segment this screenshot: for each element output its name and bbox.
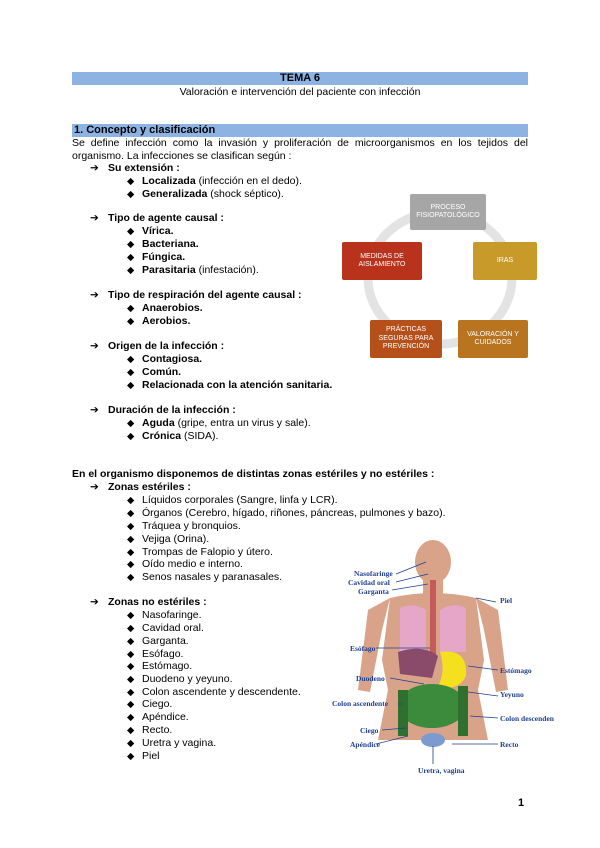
- label-cavidad-oral: Cavidad oral: [348, 578, 390, 587]
- duration-heading: ➔ Duración de la infección :: [90, 404, 236, 416]
- cycle-box-iras: IRAS: [473, 242, 537, 280]
- cycle-box-practicas: PRÁCTICAS SEGURAS PARA PREVENCIÓN: [370, 320, 442, 358]
- diamond-bullet-icon: ◆: [127, 316, 135, 327]
- diamond-bullet-icon: ◆: [127, 418, 135, 429]
- label-ciego: Ciego: [360, 726, 379, 735]
- label-estomago: Estómago: [500, 666, 532, 675]
- diamond-bullet-icon: ◆: [127, 712, 135, 723]
- diamond-bullet-icon: ◆: [127, 623, 135, 634]
- diamond-bullet-icon: ◆: [127, 252, 135, 263]
- extension-heading: ➔ Su extensión :: [90, 162, 180, 174]
- zones-intro: En el organismo disponemos de distintas zonas estériles y no estériles :: [72, 468, 435, 480]
- diamond-bullet-icon: ◆: [127, 534, 135, 545]
- diamond-bullet-icon: ◆: [127, 725, 135, 736]
- diamond-bullet-icon: ◆: [127, 303, 135, 314]
- label-esofago: Esófago: [350, 644, 376, 653]
- diamond-bullet-icon: ◆: [127, 547, 135, 558]
- diamond-bullet-icon: ◆: [127, 687, 135, 698]
- diamond-bullet-icon: ◆: [127, 521, 135, 532]
- list-item: ◆ Aerobios.: [127, 315, 191, 327]
- label-nasofaringe: Nasofaringe: [354, 569, 393, 578]
- list-item: ◆ Órganos (Cerebro, hígado, riñones, páncreas, pulmones y bazo).: [127, 507, 446, 519]
- diamond-bullet-icon: ◆: [127, 189, 135, 200]
- list-item: ◆ Colon ascendente y descendente.: [127, 686, 301, 698]
- list-item: ◆ Senos nasales y paranasales.: [127, 571, 283, 583]
- list-item: ◆ Bacteriana.: [127, 238, 199, 250]
- diamond-bullet-icon: ◆: [127, 367, 135, 378]
- anatomy-diagram: [328, 540, 570, 780]
- origin-heading: ➔ Origen de la infección :: [90, 340, 225, 352]
- label-recto: Recto: [500, 740, 519, 749]
- respiration-heading: ➔ Tipo de respiración del agente causal :: [90, 289, 302, 301]
- arrow-icon: ➔: [90, 212, 99, 224]
- label-uretra-vagina: Uretra, vagina: [418, 766, 465, 775]
- arrow-icon: ➔: [90, 596, 99, 608]
- diamond-bullet-icon: ◆: [127, 508, 135, 519]
- diamond-bullet-icon: ◆: [127, 699, 135, 710]
- label-colon-descendente: Colon descenden: [500, 714, 554, 723]
- diamond-bullet-icon: ◆: [127, 176, 135, 187]
- section-intro: Se define infección como la invasión y proliferación de microorganismos en los tejidos del organismo. La infecciones se clasifican según :: [72, 137, 528, 162]
- diamond-bullet-icon: ◆: [127, 751, 135, 762]
- list-item: ◆ Vírica.: [127, 225, 174, 237]
- list-item: ◆ Trompas de Falopio y útero.: [127, 546, 273, 558]
- arrow-icon: ➔: [90, 340, 99, 352]
- list-item: ◆ Piel: [127, 750, 160, 762]
- diamond-bullet-icon: ◆: [127, 354, 135, 365]
- label-apendice: Apéndice: [350, 740, 380, 749]
- list-item: ◆ Uretra y vagina.: [127, 737, 217, 749]
- list-item: ◆ Aguda (gripe, entra un virus y sale).: [127, 417, 311, 429]
- list-item: ◆ Líquidos corporales (Sangre, linfa y LCR).: [127, 494, 338, 506]
- cycle-box-proceso: PROCESO FISIOPATOLÓGICO: [410, 194, 486, 230]
- list-item: ◆ Recto.: [127, 724, 173, 736]
- diamond-bullet-icon: ◆: [127, 610, 135, 621]
- list-item: ◆ Anaerobios.: [127, 302, 203, 314]
- list-item: ◆ Garganta.: [127, 635, 189, 647]
- list-item: ◆ Esófago.: [127, 648, 184, 660]
- label-garganta: Garganta: [358, 587, 389, 596]
- diamond-bullet-icon: ◆: [127, 495, 135, 506]
- page-number: 1: [518, 797, 525, 809]
- cycle-box-medidas: MEDIDAS DE AISLAMIENTO: [342, 242, 422, 280]
- list-item: ◆ Relacionada con la atención sanitaria.: [127, 379, 333, 391]
- list-item: ◆ Cavidad oral.: [127, 622, 204, 634]
- diamond-bullet-icon: ◆: [127, 738, 135, 749]
- diamond-bullet-icon: ◆: [127, 239, 135, 250]
- list-item: ◆ Común.: [127, 366, 182, 378]
- diamond-bullet-icon: ◆: [127, 674, 135, 685]
- nonsterile-heading: ➔ Zonas no estériles :: [90, 596, 207, 608]
- list-item: ◆ Apéndice.: [127, 711, 189, 723]
- list-item: ◆ Estómago.: [127, 660, 193, 672]
- label-colon-ascendente: Colon ascendente: [332, 699, 389, 708]
- diamond-bullet-icon: ◆: [127, 431, 135, 442]
- label-piel: Piel: [500, 596, 513, 605]
- arrow-icon: ➔: [90, 289, 99, 301]
- diamond-bullet-icon: ◆: [127, 661, 135, 672]
- diamond-bullet-icon: ◆: [127, 559, 135, 570]
- cycle-box-valoracion: VALORACIÓN Y CUIDADOS: [458, 320, 528, 358]
- document-title: TEMA 6: [72, 72, 528, 85]
- list-item: ◆ Generalizada (shock séptico).: [127, 188, 284, 200]
- label-duodeno: Duodeno: [356, 674, 385, 683]
- document-subtitle: Valoración e intervención del paciente con infección: [179, 86, 421, 98]
- infection-cycle-diagram: [340, 190, 540, 365]
- list-item: ◆ Nasofaringe.: [127, 609, 202, 621]
- arrow-icon: ➔: [90, 162, 99, 174]
- sterile-heading: ➔ Zonas estériles :: [90, 481, 191, 493]
- list-item: ◆ Ciego.: [127, 698, 173, 710]
- diamond-bullet-icon: ◆: [127, 265, 135, 276]
- section-heading: 1. Concepto y clasificación: [72, 124, 528, 137]
- list-item: ◆ Duodeno y yeyuno.: [127, 673, 233, 685]
- list-item: ◆ Contagiosa.: [127, 353, 203, 365]
- diamond-bullet-icon: ◆: [127, 226, 135, 237]
- diamond-bullet-icon: ◆: [127, 572, 135, 583]
- arrow-icon: ➔: [90, 481, 99, 493]
- arrow-icon: ➔: [90, 404, 99, 416]
- list-item: ◆ Vejiga (Orina).: [127, 533, 210, 545]
- label-yeyuno: Yeyuno: [500, 690, 524, 699]
- diamond-bullet-icon: ◆: [127, 649, 135, 660]
- list-item: ◆ Tráquea y bronquios.: [127, 520, 241, 532]
- list-item: ◆ Fúngica.: [127, 251, 186, 263]
- list-item: ◆ Crónica (SIDA).: [127, 430, 219, 442]
- agent-heading: ➔ Tipo de agente causal :: [90, 212, 224, 224]
- diamond-bullet-icon: ◆: [127, 380, 135, 391]
- list-item: ◆ Localizada (infección en el dedo).: [127, 175, 302, 187]
- diamond-bullet-icon: ◆: [127, 636, 135, 647]
- list-item: ◆ Oído medio e interno.: [127, 558, 243, 570]
- list-item: ◆ Parasitaria (infestación).: [127, 264, 259, 276]
